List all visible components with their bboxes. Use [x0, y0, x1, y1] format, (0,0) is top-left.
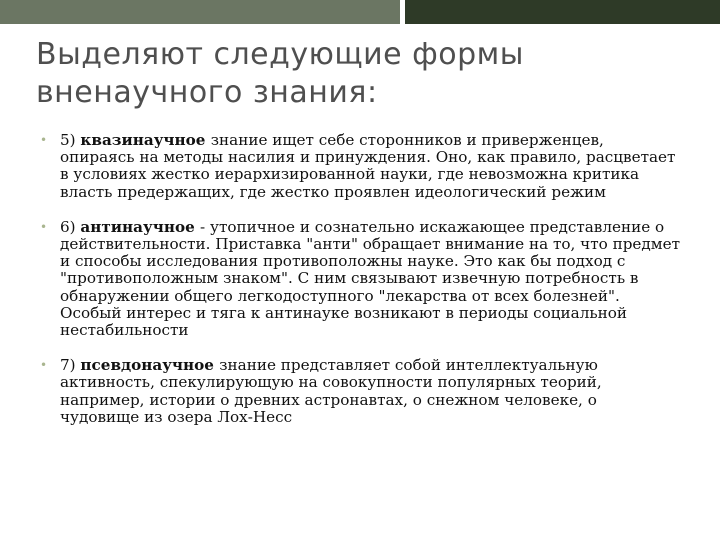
item-number: 5): [60, 131, 81, 149]
top-bar-end-segment: [690, 0, 720, 24]
slide-title: Выделяют следующие формы вненаучного знания:: [36, 37, 524, 110]
bullet-icon: •: [40, 133, 48, 147]
bullet-icon: •: [40, 358, 48, 373]
top-bar-right-segment: [405, 0, 690, 24]
list-item: [40, 357, 680, 426]
list-item: [40, 219, 680, 339]
slide-content: [40, 132, 680, 444]
item-text: знание ищет себе сторонников и приверженцев, опираясь на методы насилия и принуждения. Оно, как правило, расцветает в условиях жестко иерархизированной науки, где невозможна критика власть предержащих, где жестко проявлен идеологический режим: [60, 131, 676, 201]
item-term: антинаучное: [80, 217, 201, 236]
item-number: 6): [60, 217, 81, 236]
item-text: знание представляет собой интеллектуальную активность, спекулирующую на совокупности популярных теорий, например, истории о древних астронавтах, о снежном человеке, о чудовище из озера Лох-Несс: [60, 356, 602, 426]
item-text: - утопичное и сознательно искажающее представление о действительности. Приставка "анти" обращает внимание на то, что предмет и способы исследования противоположны науке. Это как бы подход с "противоположным знаком". С ним связывают извечную потребность в обнаружении общего легкодоступного "лекарства от всех болезней". Особый интерес и тяга к антинауке возникают в периоды социальной нестабильности: [60, 217, 680, 340]
top-decorative-bar: [0, 0, 720, 24]
list-item: [40, 132, 680, 201]
item-term: квазинаучное: [80, 131, 211, 149]
item-term: псевдонаучное: [80, 356, 220, 375]
item-number: 7): [60, 356, 81, 375]
top-bar-left-segment: [0, 0, 400, 24]
bullet-icon: •: [40, 219, 48, 234]
